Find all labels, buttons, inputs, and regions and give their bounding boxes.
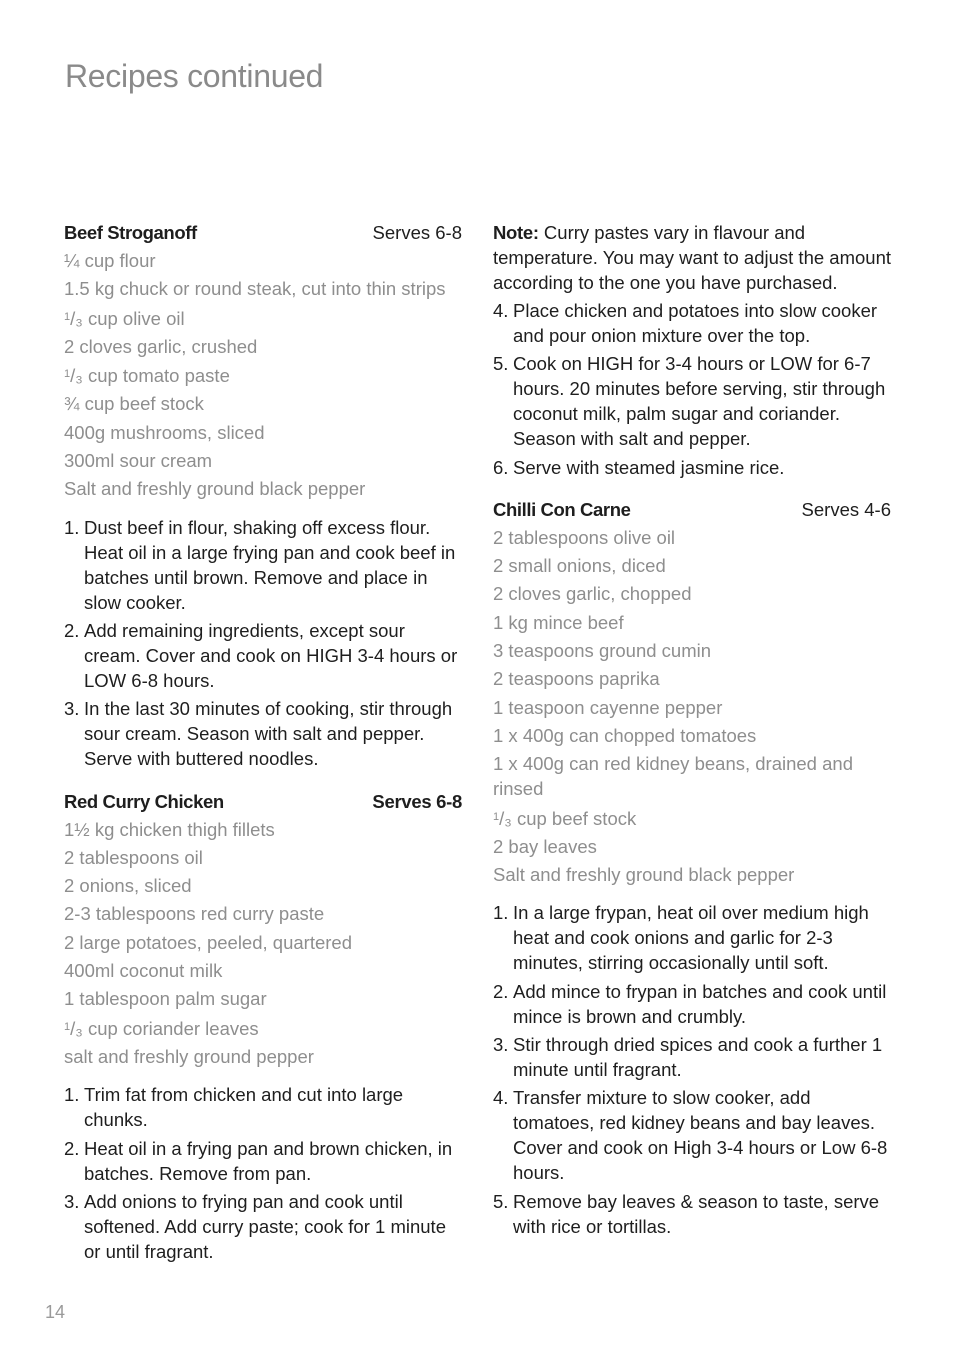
recipe-title: Beef Stroganoff xyxy=(64,222,197,243)
step-number: 2. xyxy=(64,1137,80,1159)
step-text: Trim fat from chicken and cut into large chunks. xyxy=(84,1084,404,1131)
ingredient-item: 1 tablespoon palm sugar xyxy=(64,988,267,1010)
method-step xyxy=(64,1082,462,1132)
ingredient-item: 300ml sour cream xyxy=(64,450,213,472)
ingredient-list xyxy=(64,248,462,501)
step-text: Dust beef in flour, shaking off excess flour. Heat oil in a large frying pan and cook beef in batches until brown. Remove and place in slow cooker. xyxy=(84,516,456,613)
ingredient-item: 2 onions, sliced xyxy=(64,875,192,897)
ingredient-item: 400g mushrooms, sliced xyxy=(64,421,265,443)
left-column xyxy=(64,220,462,1267)
serves-label: Serves 6-8 xyxy=(372,790,462,812)
ingredient-item: 1 teaspoon cayenne pepper xyxy=(493,696,723,718)
ingredient-item: 2 cloves garlic, crushed xyxy=(64,335,258,357)
recipe-header xyxy=(64,789,462,814)
step-text: Add remaining ingredients, except sour cream. Cover and cook on HIGH 3-4 hours or LOW 6-8 hours. xyxy=(84,619,458,691)
ingredient-item: salt and freshly ground pepper xyxy=(64,1045,314,1067)
method-steps xyxy=(493,900,891,1238)
ingredient-item: $^1$/₃ cup coriander leaves xyxy=(64,1017,259,1039)
right-column xyxy=(493,220,891,1242)
ingredient-item: 1 kg mince beef xyxy=(493,611,624,633)
method-step xyxy=(493,1032,891,1082)
step-text: In the last 30 minutes of cooking, stir through sour cream. Season with salt and pepper. Serve with buttered noodles. xyxy=(84,698,453,770)
curry-note xyxy=(493,220,891,295)
step-number: 3. xyxy=(64,1190,80,1212)
ingredient-item: 400ml coconut milk xyxy=(64,960,223,982)
step-number: 3. xyxy=(493,1034,509,1056)
ingredient-item: Salt and freshly ground black pepper xyxy=(64,478,366,500)
ingredient-item: $^1$/₃ cup beef stock xyxy=(493,807,637,829)
ingredient-item: 2-3 tablespoons red curry paste xyxy=(64,903,325,925)
step-number: 3. xyxy=(64,698,80,720)
step-text: Serve with steamed jasmine rice. xyxy=(513,456,785,478)
ingredient-list xyxy=(64,817,462,1069)
step-text: Place chicken and potatoes into slow cooker and pour onion mixture over the top. xyxy=(513,300,878,346)
method-step xyxy=(493,1189,891,1239)
step-number: 5. xyxy=(493,353,509,375)
recipe-title: Red Curry Chicken xyxy=(64,790,224,812)
step-number: 2. xyxy=(64,619,80,641)
ingredient-item: $^1$/₃ cup tomato paste xyxy=(64,365,230,387)
method-step xyxy=(64,1136,462,1186)
method-step xyxy=(64,618,462,693)
method-steps-continued xyxy=(493,298,891,480)
method-step xyxy=(493,1085,891,1185)
ingredient-item: 2 tablespoons oil xyxy=(64,846,203,868)
step-number: 4. xyxy=(493,1087,509,1109)
ingredient-item: 1 x 400g can chopped tomatoes xyxy=(493,724,757,746)
serves-label: Serves 6-8 xyxy=(372,222,462,243)
ingredient-item: 2 small onions, diced xyxy=(493,555,666,577)
step-text: Stir through dried spices and cook a further 1 minute until fragrant. xyxy=(513,1034,883,1081)
ingredient-item: 2 teaspoons paprika xyxy=(493,668,660,690)
ingredient-item: $^1$/₃ cup olive oil xyxy=(64,307,185,329)
recipe-red-curry-chicken xyxy=(64,789,462,1264)
method-step xyxy=(493,455,891,480)
ingredient-item: 1 x 400g can red kidney beans, drained and rinsed xyxy=(493,753,853,800)
note-label: Note: xyxy=(493,222,539,243)
ingredient-item: 1.5 kg chuck or round steak, cut into thin strips xyxy=(64,278,446,300)
step-number: 1. xyxy=(493,902,509,924)
ingredient-item: ¼ cup flour xyxy=(64,250,156,271)
ingredient-item: ¾ cup beef stock xyxy=(64,393,204,415)
method-step xyxy=(64,696,462,771)
ingredient-item: 2 tablespoons olive oil xyxy=(493,526,676,548)
step-number: 1. xyxy=(64,1084,80,1106)
method-step xyxy=(64,515,462,615)
ingredient-item: 2 cloves garlic, chopped xyxy=(493,583,692,605)
method-step xyxy=(64,1189,462,1264)
step-number: 1. xyxy=(64,516,80,538)
method-step xyxy=(493,979,891,1029)
step-text: Cook on HIGH for 3-4 hours or LOW for 6-7 hours. 20 minutes before serving, stir through coconut milk, palm sugar and coriander. Season with salt and pepper. xyxy=(513,353,886,450)
step-text: Transfer mixture to slow cooker, add tomatoes, red kidney beans and bay leaves. Cover and cook on High 3-4 hours or Low 6-8 hours. xyxy=(513,1087,888,1184)
page-number: 14 xyxy=(45,1302,66,1322)
serves-label: Serves 4-6 xyxy=(801,498,891,520)
recipe-beef-stroganoff xyxy=(64,220,462,771)
ingredient-item: Salt and freshly ground black pepper xyxy=(493,864,795,886)
method-step xyxy=(493,351,891,451)
recipe-title: Chilli Con Carne xyxy=(493,498,631,520)
method-steps xyxy=(64,515,462,772)
step-text: Add mince to frypan in batches and cook until mince is brown and crumbly. xyxy=(513,980,887,1027)
ingredient-item: 2 bay leaves xyxy=(493,835,597,857)
page-title: Recipes continued xyxy=(65,58,324,94)
recipe-header xyxy=(64,220,462,245)
step-number: 5. xyxy=(493,1190,509,1212)
method-step xyxy=(493,900,891,975)
ingredient-item: 2 large potatoes, peeled, quartered xyxy=(64,931,352,953)
step-number: 6. xyxy=(493,456,509,478)
step-text: In a large frypan, heat oil over medium high heat and cook onions and garlic for 2-3 minutes, stirring occasionally until soft. xyxy=(513,902,869,974)
note-text: Curry pastes vary in flavour and temperature. You may want to adjust the amount according to the one you have purchased. xyxy=(493,222,891,293)
ingredient-list xyxy=(493,525,891,887)
recipe-header xyxy=(493,497,891,522)
step-number: 4. xyxy=(493,300,509,321)
step-text: Remove bay leaves & season to taste, serve with rice or tortillas. xyxy=(513,1190,880,1237)
step-number: 2. xyxy=(493,980,509,1002)
ingredient-item: 3 teaspoons ground cumin xyxy=(493,640,712,662)
step-text: Add onions to frying pan and cook until softened. Add curry paste; cook for 1 minute or until fragrant. xyxy=(84,1190,446,1262)
recipe-chilli-con-carne xyxy=(493,497,891,1239)
method-step xyxy=(493,298,891,348)
method-steps xyxy=(64,1082,462,1264)
step-text: Heat oil in a frying pan and brown chicken, in batches. Remove from pan. xyxy=(84,1137,453,1184)
ingredient-item: 1½ kg chicken thigh fillets xyxy=(64,818,275,840)
